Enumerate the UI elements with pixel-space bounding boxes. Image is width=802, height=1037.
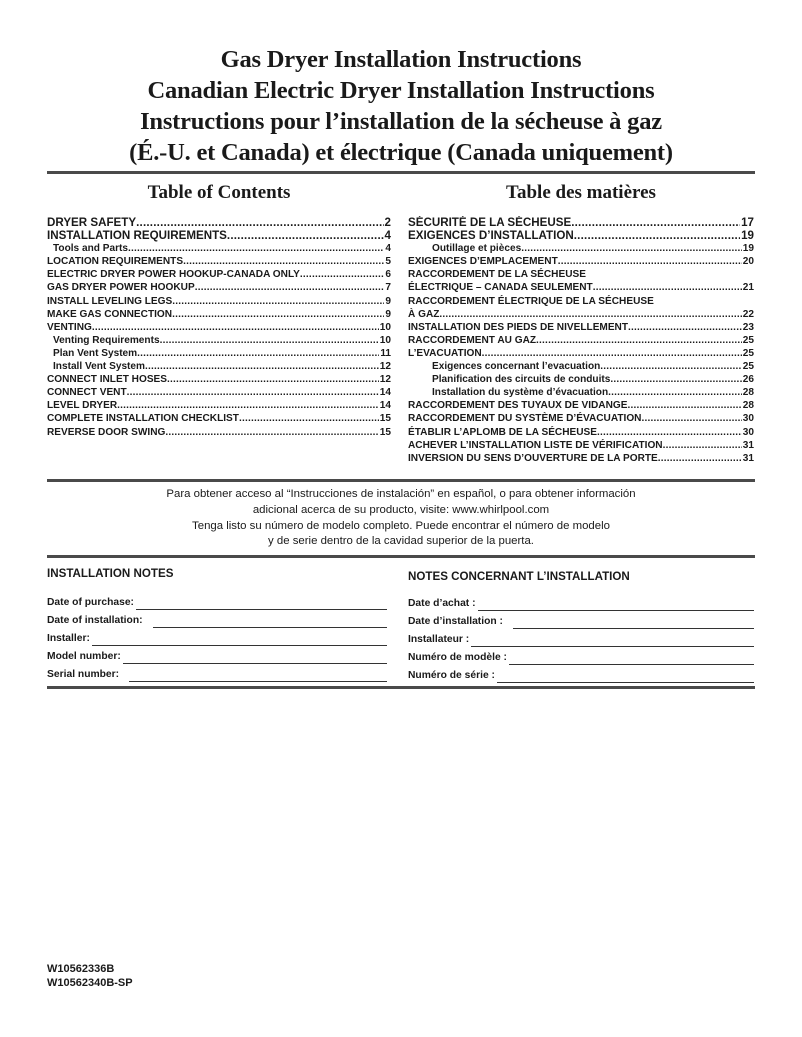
blank-line[interactable] [123, 651, 387, 664]
installation-notes-french [408, 567, 754, 683]
toc-entry-page: 17 [741, 216, 754, 229]
toc-entry-page: 15 [379, 426, 391, 438]
toc-entry[interactable] [408, 268, 754, 281]
toc-entry-page: 25 [742, 361, 754, 373]
toc-entry-page: 19 [741, 229, 754, 243]
toc-entry-page: 31 [742, 439, 754, 451]
toc-entry-label: RACCORDEMENT DES TUYAUX DE VIDANGE [408, 400, 628, 412]
toc-entry-page: 25 [742, 334, 754, 346]
toc-entry[interactable] [408, 216, 754, 229]
dot-leader [167, 373, 379, 386]
field-label: Model number: [47, 651, 121, 662]
field-label: Numéro de série : [408, 670, 495, 681]
dot-leader [593, 281, 742, 294]
toc-entry[interactable] [47, 281, 391, 294]
toc-entry-page: 28 [742, 400, 754, 412]
blank-line[interactable] [497, 670, 754, 683]
toc-entry[interactable] [408, 412, 754, 425]
field-label: Date of installation: [47, 615, 143, 626]
dot-leader [239, 412, 379, 425]
toc-entry-label: DRYER SAFETY [47, 216, 137, 229]
toc-entry[interactable] [408, 242, 754, 255]
toc-list [408, 216, 754, 465]
toc-entry-page: 10 [379, 321, 391, 333]
toc-entry[interactable] [408, 386, 754, 399]
toc-entry-label: CONNECT VENT [47, 387, 127, 399]
toc-entry[interactable] [408, 255, 754, 268]
dot-leader [117, 399, 379, 412]
toc-entry[interactable] [47, 399, 391, 412]
toc-entry[interactable] [47, 426, 391, 439]
divider [47, 171, 755, 174]
toc-entry[interactable] [408, 373, 754, 386]
field-label: Date d’installation : [408, 616, 503, 627]
toc-entry[interactable] [47, 334, 391, 347]
toc-entry[interactable] [408, 308, 754, 321]
toc-entry-label: À GAZ [408, 308, 440, 320]
notice-line: Para obtener acceso al “Instrucciones de instalación” en español, o para obtener información [166, 488, 636, 500]
blank-line[interactable] [153, 615, 387, 628]
date-installation-field[interactable] [408, 611, 754, 629]
title-line: Gas Dryer Installation Instructions [220, 46, 582, 73]
dot-leader [558, 255, 742, 268]
dot-leader [128, 242, 384, 255]
field-label: Serial number: [47, 669, 120, 680]
toc-entry-label: Plan Vent System [53, 347, 138, 359]
document-title [40, 44, 762, 168]
date-achat-field[interactable] [408, 593, 754, 611]
spanish-notice [47, 487, 755, 550]
dot-leader [137, 347, 379, 360]
dot-leader [571, 216, 740, 229]
blank-line[interactable] [513, 616, 754, 629]
toc-entry-label: RACCORDEMENT ÉLECTRIQUE DE LA SÉCHEUSE [408, 295, 654, 307]
toc-entry-label: LEVEL DRYER [47, 400, 118, 412]
date-of-installation-field[interactable] [47, 610, 387, 628]
model-number-field[interactable] [47, 646, 387, 664]
toc-entry-page: 9 [385, 308, 391, 320]
toc-entry-page: 15 [379, 413, 391, 425]
toc-entry-page: 14 [379, 387, 391, 399]
toc-entry-page: 12 [379, 361, 391, 373]
dot-leader [663, 439, 742, 452]
field-label: Date d’achat : [408, 598, 476, 609]
dot-leader [136, 216, 383, 229]
toc-entry-label: Install Vent System [53, 361, 146, 373]
toc-entry[interactable] [47, 373, 391, 386]
toc-entry[interactable] [408, 281, 754, 294]
toc-entry-label: Planification des circuits de conduits [432, 374, 611, 386]
toc-entry-label: VENTING [47, 321, 92, 333]
toc-entry-label: INSTALLATION DES PIEDS DE NIVELLEMENT [408, 321, 629, 333]
divider [47, 686, 755, 689]
toc-entry[interactable] [408, 399, 754, 412]
toc-entry-page: 30 [742, 426, 754, 438]
toc-entry[interactable] [408, 334, 754, 347]
toc-entry-label: RACCORDEMENT DU SYSTÈME D’ÉVACUATION [408, 413, 642, 425]
toc-entry[interactable] [47, 229, 391, 242]
numero-modele-field[interactable] [408, 647, 754, 665]
toc-entry-label: REVERSE DOOR SWING [47, 426, 166, 438]
toc-entry-page: 4 [385, 243, 391, 255]
toc-entry-page: 28 [742, 387, 754, 399]
toc-entry-label: INVERSION DU SENS D’OUVERTURE DE LA PORTE [408, 452, 658, 464]
toc-entry-page: 6 [385, 269, 391, 281]
title-line: (É.-U. et Canada) et électrique (Canada uniquement) [129, 139, 673, 166]
dot-leader [521, 242, 742, 255]
dot-leader [608, 386, 742, 399]
toc-entry-page: 21 [742, 282, 754, 294]
toc-entry[interactable] [408, 321, 754, 334]
toc-entry-label: Exigences concernant l’evacuation [432, 361, 601, 373]
toc-list [47, 216, 391, 439]
dot-leader [92, 321, 379, 334]
toc-entry[interactable] [47, 295, 391, 308]
title-line: Instructions pour l’installation de la sécheuse à gaz [140, 108, 662, 135]
toc-entry[interactable] [47, 308, 391, 321]
notice-line: Tenga listo su número de modelo completo. Puede encontrar el número de modelo [192, 519, 610, 532]
toc-entry-label: MAKE GAS CONNECTION [47, 308, 173, 320]
dot-leader [183, 255, 384, 268]
toc-entry-label: ELECTRIC DRYER POWER HOOKUP-CANADA ONLY [47, 269, 300, 281]
toc-entry-page: 12 [379, 374, 391, 386]
part-number: W10562336B [47, 963, 115, 975]
toc-entry[interactable] [47, 268, 391, 281]
part-numbers [47, 963, 133, 990]
divider [47, 555, 755, 558]
toc-heading: Table des matières [506, 182, 656, 203]
toc-entry[interactable] [47, 321, 391, 334]
installer-field[interactable] [47, 628, 387, 646]
dot-leader [145, 360, 379, 373]
dot-leader [439, 308, 741, 321]
toc-entry[interactable] [408, 229, 754, 242]
toc-french [408, 181, 754, 465]
toc-entry[interactable] [47, 386, 391, 399]
dot-leader [227, 229, 384, 242]
toc-entry-label: ÉLECTRIQUE – CANADA SEULEMENT [408, 282, 593, 294]
toc-entry[interactable] [47, 347, 391, 360]
notes-heading: NOTES CONCERNANT L’INSTALLATION [408, 570, 630, 583]
toc-entry-label: LOCATION REQUIREMENTS [47, 256, 184, 268]
toc-entry-page: 30 [742, 413, 754, 425]
toc-entry-label: Venting Requirements [53, 334, 160, 346]
toc-entry-label: Outillage et pièces [432, 243, 522, 255]
toc-entry-page: 7 [385, 282, 391, 294]
blank-line[interactable] [471, 634, 754, 647]
toc-entry-page: 11 [380, 347, 391, 359]
toc-entry-page: 9 [385, 295, 391, 307]
toc-entry-label: INSTALL LEVELING LEGS [47, 295, 173, 307]
toc-entry[interactable] [408, 426, 754, 439]
part-number: W10562340B-SP [47, 976, 133, 989]
toc-entry-label: SÉCURITÉ DE LA SÉCHEUSE [408, 216, 572, 229]
toc-entry-page: 26 [742, 374, 754, 386]
dot-leader [628, 321, 742, 334]
toc-english [47, 181, 391, 439]
toc-entry-label: ÉTABLIR L’APLOMB DE LA SÉCHEUSE [408, 426, 597, 438]
dot-leader [482, 347, 742, 360]
toc-entry-page: 14 [379, 400, 391, 412]
toc-entry[interactable] [408, 360, 754, 373]
dot-leader [600, 360, 741, 373]
numero-serie-field[interactable] [408, 665, 754, 683]
toc-entry[interactable] [408, 347, 754, 360]
dot-leader [641, 412, 741, 425]
toc-entry[interactable] [47, 412, 391, 425]
dot-leader [658, 452, 742, 465]
notice-line: y de serie dentro de la cavidad superior de la puerta. [268, 535, 534, 548]
toc-entry-page: 19 [742, 243, 754, 255]
notice-line: adicional acerca de su producto, visite: www.whirlpool.com [252, 503, 550, 516]
blank-line[interactable] [478, 598, 754, 611]
field-label: Installer: [47, 633, 90, 644]
toc-entry-label: Installation du système d’évacuation [432, 387, 609, 399]
dot-leader [597, 426, 742, 439]
dot-leader [536, 334, 742, 347]
dot-leader [627, 399, 741, 412]
toc-entry-label: EXIGENCES D’INSTALLATION [408, 229, 574, 243]
toc-entry-page: 5 [385, 256, 391, 268]
dot-leader [610, 373, 741, 386]
blank-line[interactable] [129, 669, 387, 682]
toc-entry-page: 20 [742, 256, 754, 268]
field-label: Date of purchase: [47, 597, 134, 608]
toc-entry[interactable] [408, 452, 754, 465]
dot-leader [165, 426, 378, 439]
installateur-field[interactable] [408, 629, 754, 647]
toc-entry-page: 23 [742, 321, 754, 333]
toc-entry[interactable] [408, 439, 754, 452]
blank-line[interactable] [136, 597, 387, 610]
toc-entry-page: 2 [384, 216, 391, 229]
dot-leader [172, 308, 384, 321]
toc-entry-label: INSTALLATION REQUIREMENTS [47, 229, 227, 243]
title-line: Canadian Electric Dryer Installation Instructions [147, 77, 655, 104]
toc-entry-page: 4 [384, 229, 391, 243]
toc-entry-label: GAS DRYER POWER HOOKUP [47, 282, 195, 294]
dot-leader [160, 334, 379, 347]
toc-entry-label: L’EVACUATION [408, 347, 482, 359]
toc-entry-page: 31 [742, 452, 754, 464]
blank-line[interactable] [92, 633, 387, 646]
dot-leader [300, 268, 384, 281]
toc-entry[interactable] [47, 216, 391, 229]
toc-heading: Table of Contents [147, 182, 291, 203]
toc-entry[interactable] [47, 255, 391, 268]
toc-entry-label: ACHEVER L’INSTALLATION LISTE DE VÉRIFICATION [408, 439, 663, 451]
toc-entry[interactable] [408, 295, 754, 308]
toc-entry-page: 10 [379, 334, 391, 346]
toc-entry-label: RACCORDEMENT AU GAZ [408, 334, 537, 346]
field-label: Numéro de modèle : [408, 652, 507, 663]
notes-heading: INSTALLATION NOTES [47, 567, 174, 580]
field-label: Installateur : [408, 634, 470, 645]
toc-entry-label: COMPLETE INSTALLATION CHECKLIST [47, 413, 239, 425]
toc-entry[interactable] [47, 360, 391, 373]
toc-entry-label: Tools and Parts [53, 243, 128, 255]
toc-entry-label: EXIGENCES D’EMPLACEMENT [408, 256, 558, 268]
toc-entry-label: RACCORDEMENT DE LA SÉCHEUSE [408, 269, 586, 281]
dot-leader [172, 295, 384, 308]
toc-entry-page: 25 [742, 347, 754, 359]
toc-entry[interactable] [47, 242, 391, 255]
installation-notes-english [47, 567, 387, 682]
toc-entry-page: 22 [742, 308, 754, 320]
dot-leader [127, 386, 379, 399]
dot-leader [195, 281, 385, 294]
dot-leader [574, 229, 740, 242]
toc-entry-label: CONNECT INLET HOSES [47, 374, 168, 386]
date-of-purchase-field[interactable] [47, 592, 387, 610]
blank-line[interactable] [509, 652, 754, 665]
divider [47, 479, 755, 482]
serial-number-field[interactable] [47, 664, 387, 682]
